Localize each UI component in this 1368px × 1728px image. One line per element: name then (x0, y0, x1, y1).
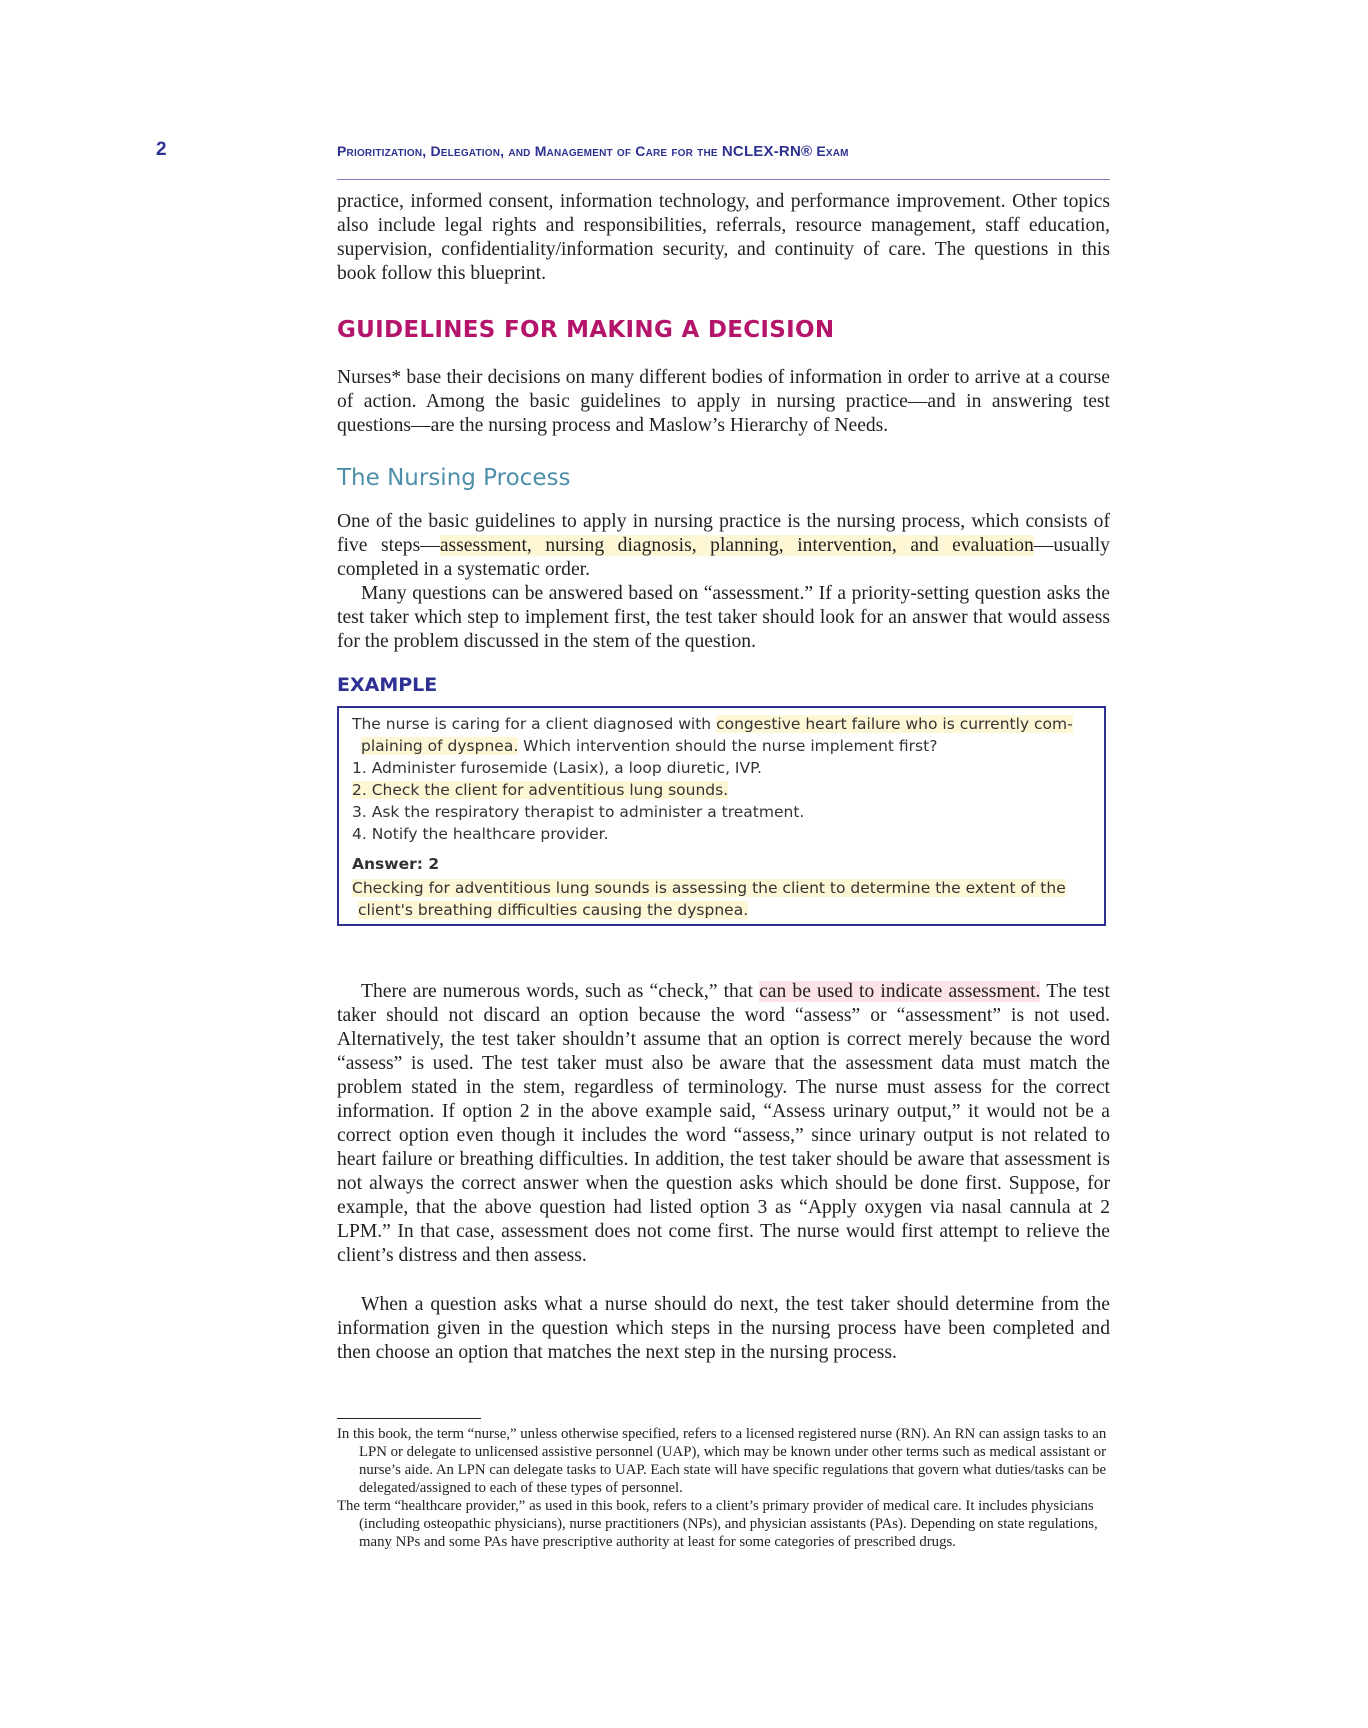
five-steps-highlight: assessment, nursing diagnosis, planning, intervention, and evaluation (439, 535, 1034, 556)
footnote-nurse: In this book, the term “nurse,” unless otherwise specified, refers to a licensed registered nurse (RN). An RN can assign tasks to an LPN or delegate to unlicensed assistive personnel (UAP), which may be known under other terms such as medical assistant or nurse’s aide. An LPN can delegate tasks to UAP. Each state will have specific regulations that govern what duties/tasks can be delegated/assigned to each of these types of personnel. (337, 1426, 1107, 1496)
intro-paragraph: practice, informed consent, information technology, and performance improvement. Other topics also include legal rights and responsibilities, referrals, resource management, staff education, supervision, confidentiality/information security, and continuity of care. The questions in this book follow this blueprint. (337, 191, 1110, 284)
example-heading: EXAMPLE (337, 674, 438, 696)
stem-highlight-2: plaining of dyspnea. (361, 737, 519, 755)
answer-option-2-text: 2. Check the client for adventitious lung sounds. (352, 781, 729, 799)
assessment-text-a: There are numerous words, such as “check,” that (361, 981, 760, 1002)
np-p1-text-a: One of the basic guidelines to apply in nursing practice is the nursing process, which consists of five steps— (337, 511, 1110, 556)
header-rule (337, 179, 1110, 180)
running-title-part-a: Prioritization, Delegation, and Management of Care for the (337, 143, 722, 159)
nursing-process-paragraph-1 (337, 510, 1110, 582)
footnote-healthcare-provider: The term “healthcare provider,” as used in this book, refers to a client’s primary provider of medical care. It includes physicians (including osteopathic physicians), nurse practitioners (NPs), and physician assistants (PAs). Depending on state regulations, many NPs and some PAs have prescriptive authority at least for some categories of prescribed drugs. (337, 1498, 1098, 1550)
running-header (337, 143, 849, 160)
footnote-rule (337, 1418, 481, 1419)
assessment-highlight: can be used to indicate assessment. (759, 981, 1041, 1002)
np-p1-text-b: —usually completed in a systematic order. (337, 535, 1110, 580)
answer-label: Answer: 2 (352, 855, 440, 873)
question-stem (352, 713, 1092, 757)
answer-option-3: 3. Ask the respiratory therapist to administer a treatment. (352, 803, 805, 821)
answer-option-4: 4. Notify the healthcare provider. (352, 825, 609, 843)
subsection-heading: The Nursing Process (337, 465, 571, 491)
answer-option-2 (352, 779, 728, 801)
section-paragraph: Nurses* base their decisions on many different bodies of information in order to arrive at a course of action. Among the basic guidelines to apply in nursing practice—and in answering test questions—are the nursing process and Maslow’s Hierarchy of Needs. (337, 367, 1110, 436)
answer-rationale (352, 877, 1092, 921)
running-title-exam-name: NCLEX-RN® (721, 143, 813, 160)
example-box (337, 706, 1106, 926)
stem-text-b: Which intervention should the nurse implement first? (518, 737, 938, 755)
section-heading: GUIDELINES FOR MAKING A DECISION (337, 317, 835, 343)
answer-option-1: 1. Administer furosemide (Lasix), a loop diuretic, IVP. (352, 759, 762, 777)
page-number: 2 (156, 139, 167, 160)
nursing-process-paragraph-2: Many questions can be answered based on “assessment.” If a priority-setting question asks the test taker which step to implement first, the test taker should look for an answer that would assess for the problem discussed in the stem of the question. (337, 583, 1110, 652)
running-title-part-c: Exam (812, 143, 849, 159)
next-step-paragraph: When a question asks what a nurse should do next, the test taker should determine from the information given in the question which steps in the nursing process have been completed and then choose an option that matches the next step in the nursing process. (337, 1294, 1110, 1363)
rationale-line-2: client's breathing difficulties causing the dyspnea. (358, 901, 749, 919)
stem-highlight-1: congestive heart failure who is currently com- (716, 715, 1073, 733)
rationale-line-1: Checking for adventitious lung sounds is assessing the client to determine the extent of the (352, 879, 1066, 897)
assessment-text-b: The test taker should not discard an option because the word “assess” or “assessment” is not used. Alternatively, the test taker shouldn’t assume that an option is correct merely because the word “assess” is used. The test taker must also be aware that the assessment data must match the problem stated in the stem, regardless of terminology. The nurse must assess for the correct information. If option 2 in the above example said, “Assess urinary output,” it would not be a correct option even though it includes the word “assess,” since urinary output is not related to heart failure or breathing difficulties. In addition, the test taker should be aware that assessment is not always the correct answer when the question asks which should be done first. Suppose, for example, that the above question had listed option 3 as “Apply oxygen via nasal cannula at 2 LPM.” In that case, assessment does not come first. The nurse would first attempt to relieve the client’s distress and then assess. (337, 981, 1110, 1266)
assessment-paragraph (337, 980, 1110, 1268)
stem-text-a: The nurse is caring for a client diagnosed with (352, 715, 717, 733)
